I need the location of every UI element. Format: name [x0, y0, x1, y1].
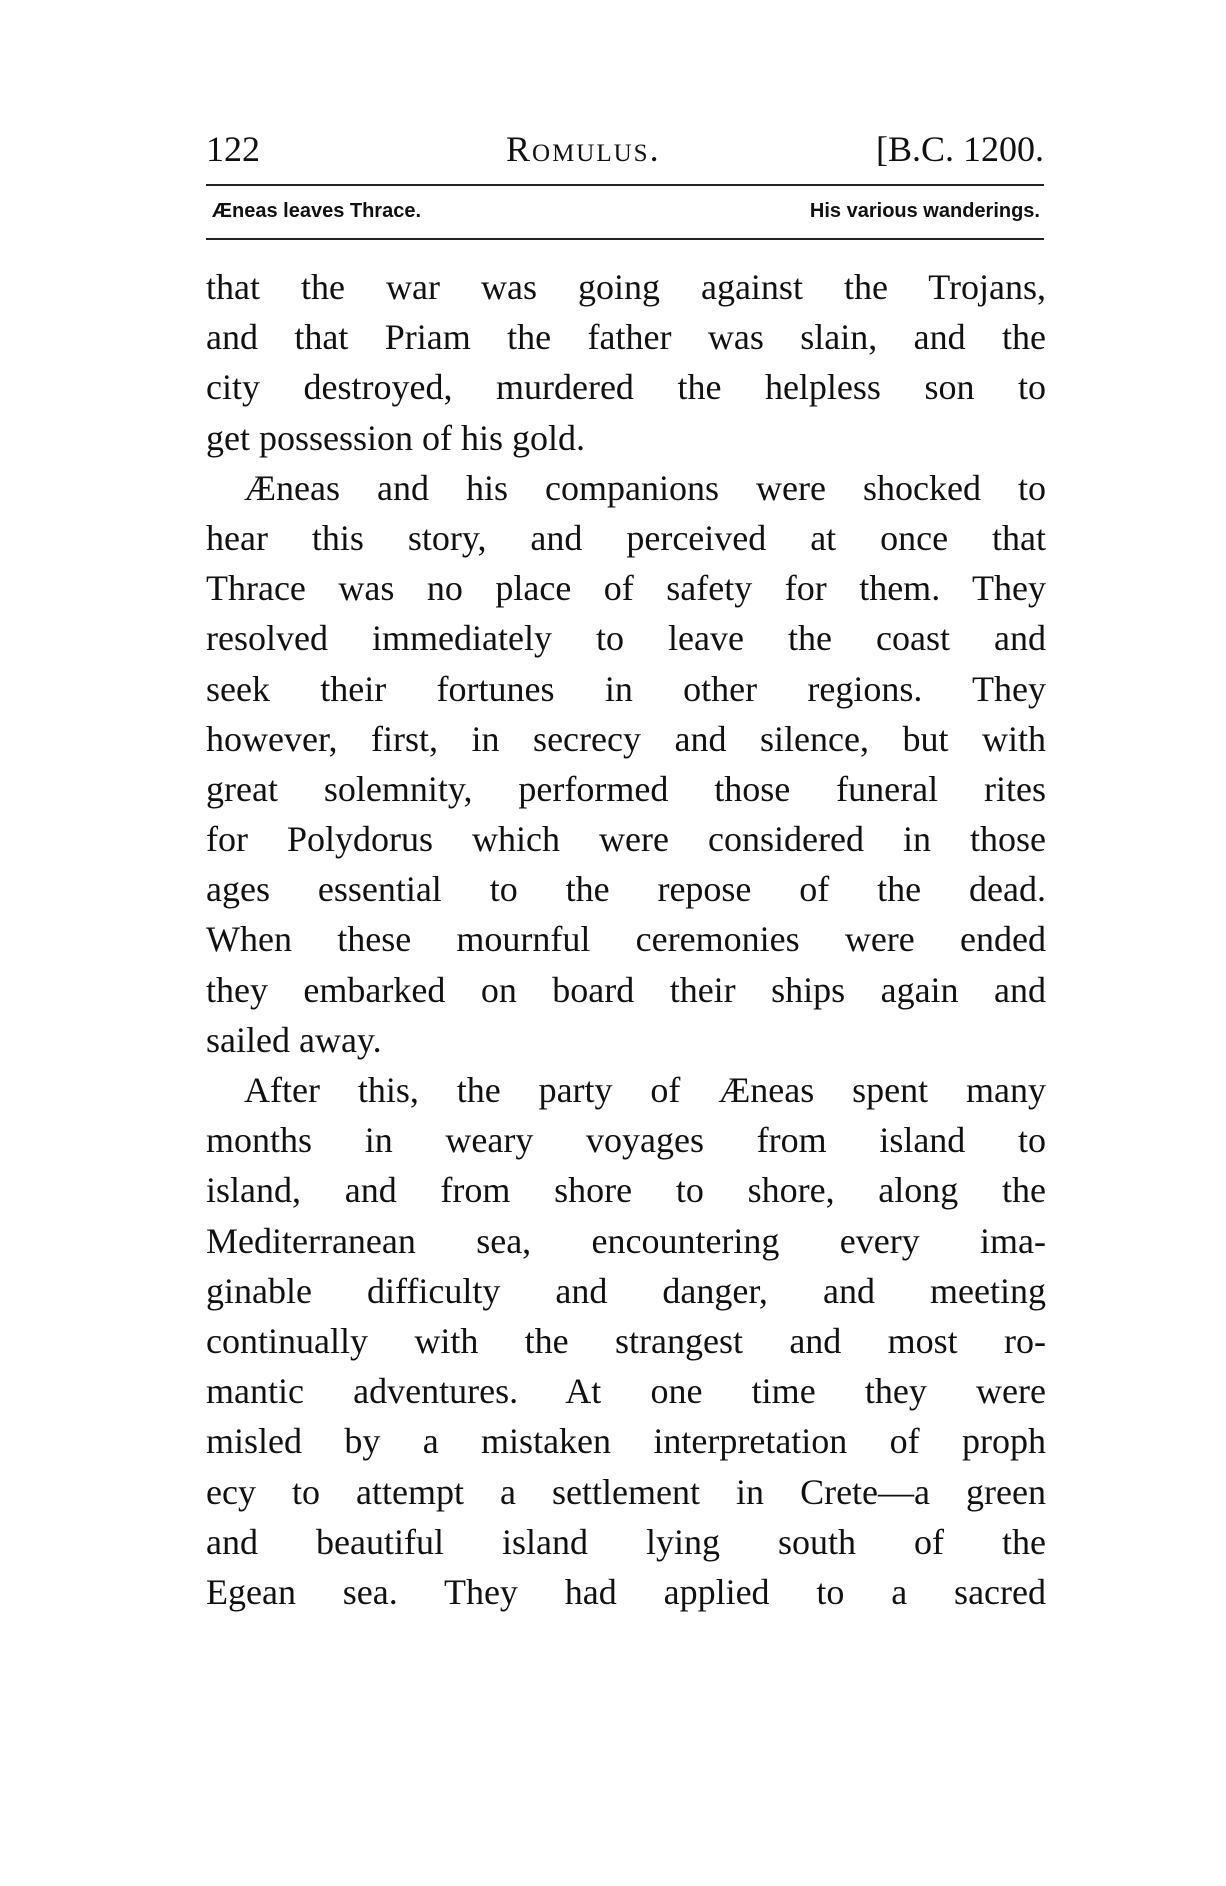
text-line: ecy to attempt a settlement in Crete—a green — [206, 1471, 1046, 1512]
text-line: When these mournful ceremonies were ended — [206, 919, 1046, 960]
text-line: island, and from shore to shore, along the — [206, 1170, 1046, 1211]
text-line: Æneas and his companions were shocked to — [244, 467, 1046, 508]
text-line: months in weary voyages from island to — [206, 1120, 1046, 1161]
text-line: seek their fortunes in other regions. They — [206, 668, 1046, 709]
text-line: ages essential to the repose of the dead. — [206, 869, 1046, 910]
text-line: they embarked on board their ships again and — [206, 969, 1046, 1010]
body-text — [206, 262, 1046, 1617]
header-rule-top — [206, 184, 1044, 186]
text-line: After this, the party of Æneas spent many — [244, 1070, 1046, 1110]
text-line: continually with the strangest and most ro- — [206, 1320, 1046, 1361]
subheads — [206, 194, 1044, 228]
text-line: Egean sea. They had applied to a sacred — [206, 1571, 1046, 1612]
text-line: mantic adventures. At one time they were — [206, 1371, 1046, 1412]
header-rule-bottom — [206, 238, 1044, 240]
text-line: however, first, in secrecy and silence, but with — [206, 718, 1046, 759]
text-line: and that Priam the father was slain, and the — [206, 317, 1046, 358]
running-head — [206, 124, 1044, 174]
text-line: misled by a mistaken interpretation of proph — [206, 1421, 1046, 1462]
text-line: great solemnity, performed those funeral rites — [206, 768, 1046, 809]
text-line: resolved immediately to leave the coast and — [206, 618, 1046, 659]
book-title: Romulus. — [506, 129, 661, 169]
subhead-left: Æneas leaves Thrace. — [212, 200, 422, 222]
text-line: for Polydorus which were considered in those — [206, 819, 1046, 860]
subhead-right: His various wanderings. — [809, 200, 1040, 222]
text-line: Mediterranean sea, encountering every ima- — [206, 1220, 1046, 1261]
text-line: and beautiful island lying south of the — [206, 1521, 1046, 1562]
text-line: hear this story, and perceived at once that — [206, 517, 1046, 558]
text-line: city destroyed, murdered the helpless son to — [206, 367, 1046, 408]
text-line: that the war was going against the Trojans, — [206, 267, 1046, 307]
text-line: Thrace was no place of safety for them. They — [206, 568, 1046, 609]
page-number: 122 — [206, 129, 260, 169]
text-line: ginable difficulty and danger, and meeting — [206, 1270, 1046, 1311]
date-range: [B.C. 1200. — [875, 129, 1044, 169]
text-line: sailed away. — [206, 1019, 382, 1060]
text-line: get possession of his gold. — [206, 417, 586, 458]
